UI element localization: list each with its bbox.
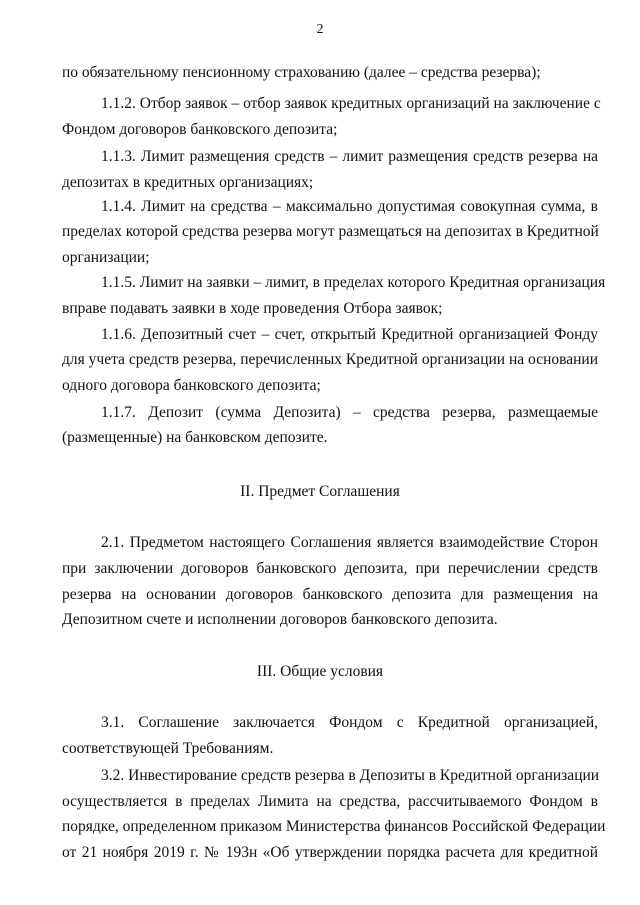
text-line: 2.1. Предметом настоящего Соглашения является взаимодействие Сторон (101, 534, 598, 551)
text-line: организации; (62, 249, 150, 266)
section-heading: III. Общие условия (256, 663, 384, 680)
text-line: 1.1.4. Лимит на средства – максимально допустимая совокупная сумма, в (101, 198, 598, 215)
text-line: 1.1.5. Лимит на заявки – лимит, в пределах которого Кредитная организация (101, 274, 606, 291)
text-line: соответствующей Требованиям. (62, 740, 274, 757)
text-line: 1.1.7. Депозит (сумма Депозита) – средства резерва, размещаемые (101, 404, 598, 421)
text-line: для учета средств резерва, перечисленных Кредитной организации на основании (62, 351, 598, 368)
page-number: 2 (316, 22, 324, 37)
text-line: Фондом договоров банковского депозита; (62, 121, 338, 138)
text-line: одного договора банковского депозита; (62, 377, 321, 394)
text-line: Депозитном счете и исполнении договоров банковского депозита. (62, 611, 498, 628)
text-line: 1.1.3. Лимит размещения средств – лимит размещения средств резерва на (101, 148, 598, 165)
text-line: от 21 ноября 2019 г. № 193н «Об утверждении порядка расчета для кредитной (62, 844, 598, 861)
section-heading: II. Предмет Соглашения (240, 483, 400, 500)
text-line: пределах которой средства резерва могут размещаться на депозитах в Кредитной (62, 223, 599, 240)
text-line: вправе подавать заявки в ходе проведения Отбора заявок; (62, 300, 443, 317)
text-line: резерва на основании договоров банковского депозита для размещения на (62, 586, 598, 603)
text-line: при заключении договоров банковского депозита, при перечислении средств (62, 560, 598, 577)
text-line: 1.1.6. Депозитный счет – счет, открытый Кредитной организацией Фонду (101, 326, 598, 343)
text-line: порядке, определенном приказом Министерства финансов Российской Федерации (62, 818, 606, 835)
text-line: 3.2. Инвестирование средств резерва в Депозиты в Кредитной организации (101, 767, 600, 784)
text-line: (размещенные) на банковском депозите. (62, 429, 328, 446)
text-line: осуществляется в пределах Лимита на средства, рассчитываемого Фондом в (62, 793, 598, 810)
text-line: депозитах в кредитных организациях; (62, 174, 314, 191)
text-line: 1.1.2. Отбор заявок – отбор заявок кредитных организаций на заключение с (101, 95, 601, 112)
text-line: по обязательному пенсионному страхованию (далее – средства резерва); (62, 64, 541, 81)
text-line: 3.1. Соглашение заключается Фондом с Кредитной организацией, (101, 714, 598, 731)
